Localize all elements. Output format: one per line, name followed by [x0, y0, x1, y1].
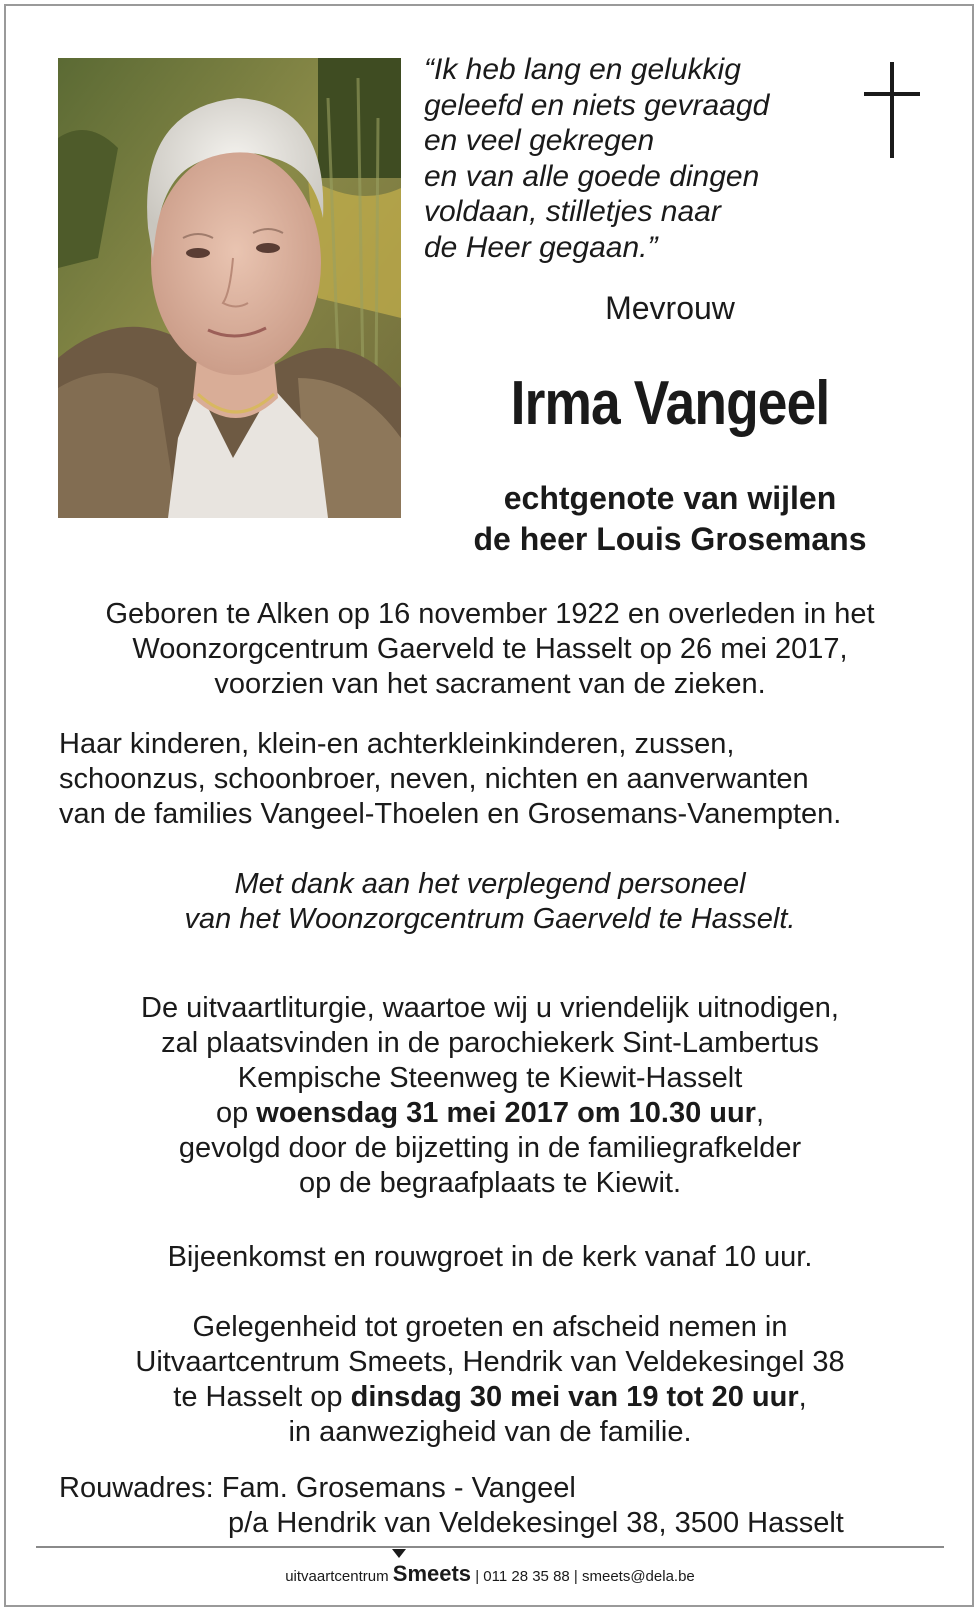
- thanks-paragraph: [40, 867, 940, 937]
- farewell-paragraph: [40, 1310, 940, 1450]
- funeral-paragraph: [40, 991, 940, 1201]
- farewell-date: dinsdag 30 mei van 19 tot 20 uur: [350, 1381, 799, 1413]
- gathering-paragraph: Bijeenkomst en rouwgroet in de kerk vanaf 10 uur.: [167, 1241, 813, 1273]
- text-line: Met dank aan het verplegend personeel: [234, 868, 746, 900]
- footer-contact: [0, 1561, 980, 1587]
- portrait-photo: [58, 58, 401, 518]
- text-line: Uitvaartcentrum Smeets, Hendrik van Veldekesingel 38: [135, 1346, 845, 1378]
- mourning-address: [59, 1471, 959, 1541]
- poem-quote: “Ik heb lang en gelukkig geleefd en niets gevraagd en veel gekregen en van alle goede dingen voldaan, stilletjes naar de Heer gegaan.”: [424, 53, 770, 264]
- family-paragraph: [59, 727, 959, 832]
- text-line: Gelegenheid tot groeten en afscheid nemen in: [192, 1311, 788, 1343]
- text-line: Woonzorgcentrum Gaerveld te Hasselt op 26 mei 2017,: [132, 633, 848, 665]
- text-line: Geboren te Alken op 16 november 1922 en overleden in het: [105, 598, 875, 630]
- text-line: De uitvaartliturgie, waartoe wij u vriendelijk uitnodigen,: [141, 992, 839, 1024]
- triangle-down-icon: [392, 1549, 406, 1558]
- text-line: op de begraafplaats te Kiewit.: [298, 1167, 682, 1199]
- text-line: p/a Hendrik van Veldekesingel 38, 3500 Hasselt: [228, 1507, 844, 1539]
- footer-contact-details: | 011 28 35 88 | smeets@dela.be: [475, 1568, 695, 1585]
- text-line: gevolgd door de bijzetting in de familiegrafkelder: [178, 1132, 802, 1164]
- funeral-date: woensdag 31 mei 2017 om 10.30 uur: [256, 1097, 756, 1129]
- text-line: in aanwezigheid van de familie.: [288, 1416, 692, 1448]
- spouse-line: de heer Louis Grosemans: [473, 521, 867, 557]
- text-span: te Hasselt op: [173, 1381, 351, 1413]
- latin-cross-icon: [864, 62, 924, 158]
- footer-prefix: uitvaartcentrum: [285, 1568, 389, 1585]
- text-line: van het Woonzorgcentrum Gaerveld te Hasselt.: [184, 903, 796, 935]
- text-line: [40, 1380, 940, 1415]
- text-line: Kempische Steenweg te Kiewit-Hasselt: [237, 1062, 743, 1094]
- text-line: van de families Vangeel-Thoelen en Grosemans-Vanempten.: [59, 798, 842, 830]
- spouse-line: echtgenote van wijlen: [503, 480, 837, 516]
- text-line: [40, 1096, 940, 1131]
- deceased-name: Irma Vangeel: [510, 369, 830, 438]
- text-line: schoonzus, schoonbroer, neven, nichten en aanverwanten: [59, 763, 809, 795]
- spouse-info: [420, 478, 920, 560]
- text-line: zal plaatsvinden in de parochiekerk Sint-Lambertus: [161, 1027, 819, 1059]
- text-span: ,: [798, 1381, 807, 1413]
- text-line: voorzien van het sacrament van de zieken.: [214, 668, 766, 700]
- text-span: ,: [755, 1097, 765, 1129]
- salutation: Mevrouw: [605, 290, 735, 326]
- text-line: Rouwadres: Fam. Grosemans - Vangeel: [59, 1472, 576, 1504]
- text-line: Haar kinderen, klein-en achterkleinkinderen, zussen,: [59, 728, 735, 760]
- footer-brand: Smeets: [392, 1561, 472, 1586]
- footer-divider: [36, 1546, 944, 1548]
- text-span: op: [215, 1097, 257, 1129]
- birth-death-paragraph: [40, 597, 940, 702]
